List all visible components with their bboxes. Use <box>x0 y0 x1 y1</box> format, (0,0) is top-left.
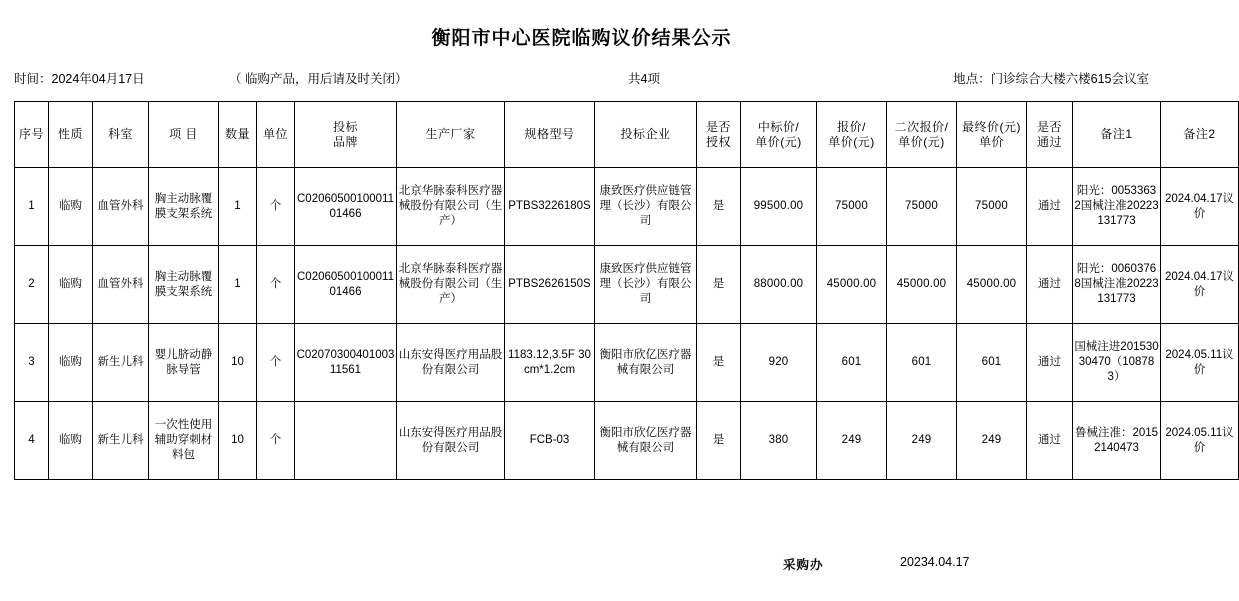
cell-auth: 是 <box>697 324 741 402</box>
header-brand-line2: 品牌 <box>332 134 358 149</box>
cell-seq: 3 <box>15 324 49 402</box>
header-auth-line1: 是否 <box>705 119 731 134</box>
cell-quote2: 75000 <box>887 168 957 246</box>
cell-dept: 血管外科 <box>93 168 149 246</box>
cell-brand: C0206050010001101466 <box>295 168 397 246</box>
cell-item: 胸主动脉覆膜支架系统 <box>149 168 219 246</box>
cell-enterprise: 衡阳市欣亿医疗器械有限公司 <box>595 324 697 402</box>
table-row <box>15 246 1239 324</box>
header-brand-line1: 投标 <box>332 119 358 134</box>
cell-nature: 临购 <box>49 246 93 324</box>
header-remark2: 备注2 <box>1161 102 1239 168</box>
cell-maker: 北京华脉泰科医疗器械股份有限公司（生产） <box>397 168 505 246</box>
cell-bid-price: 88000.00 <box>741 246 817 324</box>
cell-pass: 通过 <box>1027 402 1073 480</box>
cell-remark1: 国械注进20153030470（108783） <box>1073 324 1161 402</box>
cell-maker: 北京华脉泰科医疗器械股份有限公司（生产） <box>397 246 505 324</box>
header-auth <box>697 102 741 168</box>
cell-qty: 1 <box>219 246 257 324</box>
cell-bid-price: 920 <box>741 324 817 402</box>
header-spec: 规格型号 <box>505 102 595 168</box>
cell-dept: 新生儿科 <box>93 402 149 480</box>
cell-dept: 新生儿科 <box>93 324 149 402</box>
cell-remark2: 2024.05.11议价 <box>1161 324 1239 402</box>
cell-final: 45000.00 <box>957 246 1027 324</box>
header-pass-line1: 是否 <box>1036 119 1062 134</box>
cell-spec: PTBS3226180S <box>505 168 595 246</box>
header-remark1: 备注1 <box>1073 102 1161 168</box>
cell-quote: 249 <box>817 402 887 480</box>
cell-seq: 2 <box>15 246 49 324</box>
cell-auth: 是 <box>697 168 741 246</box>
cell-dept: 血管外科 <box>93 246 149 324</box>
cell-brand: C0206050010001101466 <box>295 246 397 324</box>
header-item: 项 目 <box>149 102 219 168</box>
cell-spec: FCB-03 <box>505 402 595 480</box>
cell-final: 249 <box>957 402 1027 480</box>
meta-place: 地点：门诊综合大楼六楼615会议室 <box>953 72 1149 86</box>
cell-qty: 10 <box>219 402 257 480</box>
footer-signature: 采购办 <box>783 558 824 572</box>
cell-nature: 临购 <box>49 324 93 402</box>
table-row <box>15 168 1239 246</box>
cell-final: 601 <box>957 324 1027 402</box>
cell-remark1: 阳光：00603768国械注准20223131773 <box>1073 246 1161 324</box>
header-final-line2: 单价 <box>978 134 1004 149</box>
cell-unit: 个 <box>257 168 295 246</box>
table-row <box>15 402 1239 480</box>
cell-nature: 临购 <box>49 168 93 246</box>
meta-time: 时间：2024年04月17日 <box>14 72 145 86</box>
cell-maker: 山东安得医疗用品股份有限公司 <box>397 402 505 480</box>
header-nature: 性质 <box>49 102 93 168</box>
header-quote2 <box>887 102 957 168</box>
cell-maker: 山东安得医疗用品股份有限公司 <box>397 324 505 402</box>
header-bid-price-line1: 中标价/ <box>757 119 800 134</box>
cell-quote2: 601 <box>887 324 957 402</box>
cell-enterprise: 康致医疗供应链管理（长沙）有限公司 <box>595 246 697 324</box>
cell-remark1: 阳光：00533632国械注准20223131773 <box>1073 168 1161 246</box>
cell-spec: PTBS2626150S <box>505 246 595 324</box>
cell-item: 一次性使用辅助穿刺材料包 <box>149 402 219 480</box>
header-final <box>957 102 1027 168</box>
cell-enterprise: 衡阳市欣亿医疗器械有限公司 <box>595 402 697 480</box>
cell-remark2: 2024.04.17议价 <box>1161 168 1239 246</box>
table-header-row <box>15 102 1239 168</box>
cell-remark2: 2024.05.11议价 <box>1161 402 1239 480</box>
header-pass <box>1027 102 1073 168</box>
cell-auth: 是 <box>697 402 741 480</box>
header-pass-line2: 通过 <box>1036 134 1062 149</box>
header-quote2-line2: 单价(元) <box>898 134 945 149</box>
results-table <box>14 101 1239 480</box>
header-maker: 生产厂家 <box>397 102 505 168</box>
header-bid-price-line2: 单价(元) <box>755 134 802 149</box>
footer-date: 20234.04.17 <box>900 555 970 569</box>
header-unit: 单位 <box>257 102 295 168</box>
cell-remark1: 鲁械注准：20152140473 <box>1073 402 1161 480</box>
cell-spec: 1183.12,3.5F 30cm*1.2cm <box>505 324 595 402</box>
header-brand <box>295 102 397 168</box>
cell-nature: 临购 <box>49 402 93 480</box>
cell-pass: 通过 <box>1027 246 1073 324</box>
header-bid-price <box>741 102 817 168</box>
cell-qty: 10 <box>219 324 257 402</box>
cell-seq: 1 <box>15 168 49 246</box>
cell-remark2: 2024.04.17议价 <box>1161 246 1239 324</box>
cell-bid-price: 380 <box>741 402 817 480</box>
cell-unit: 个 <box>257 402 295 480</box>
header-dept: 科室 <box>93 102 149 168</box>
cell-brand: C0207030040100311561 <box>295 324 397 402</box>
cell-quote: 601 <box>817 324 887 402</box>
cell-brand <box>295 402 397 480</box>
cell-seq: 4 <box>15 402 49 480</box>
header-quote-line2: 单价(元) <box>828 134 875 149</box>
cell-quote2: 249 <box>887 402 957 480</box>
cell-quote: 45000.00 <box>817 246 887 324</box>
cell-quote: 75000 <box>817 168 887 246</box>
header-quote2-line1: 二次报价/ <box>894 119 949 134</box>
header-quote-line1: 报价/ <box>837 119 866 134</box>
header-qty: 数量 <box>219 102 257 168</box>
header-seq: 序号 <box>15 102 49 168</box>
cell-item: 胸主动脉覆膜支架系统 <box>149 246 219 324</box>
meta-note: （ 临购产品，用后请及时关闭） <box>229 72 408 86</box>
cell-auth: 是 <box>697 246 741 324</box>
meta-row <box>0 71 1163 87</box>
table-row <box>15 324 1239 402</box>
cell-quote2: 45000.00 <box>887 246 957 324</box>
cell-pass: 通过 <box>1027 324 1073 402</box>
meta-count: 共4项 <box>628 72 660 86</box>
cell-pass: 通过 <box>1027 168 1073 246</box>
page-title: 衡阳市中心医院临购议价结果公示 <box>431 28 732 49</box>
cell-bid-price: 99500.00 <box>741 168 817 246</box>
cell-final: 75000 <box>957 168 1027 246</box>
cell-qty: 1 <box>219 168 257 246</box>
header-quote <box>817 102 887 168</box>
cell-unit: 个 <box>257 324 295 402</box>
cell-unit: 个 <box>257 246 295 324</box>
header-enterprise: 投标企业 <box>595 102 697 168</box>
document-page <box>0 27 1235 601</box>
cell-item: 婴儿脐动静脉导管 <box>149 324 219 402</box>
cell-enterprise: 康致医疗供应链管理（长沙）有限公司 <box>595 168 697 246</box>
header-final-line1: 最终价(元) <box>962 119 1021 134</box>
header-auth-line2: 授权 <box>705 134 731 149</box>
